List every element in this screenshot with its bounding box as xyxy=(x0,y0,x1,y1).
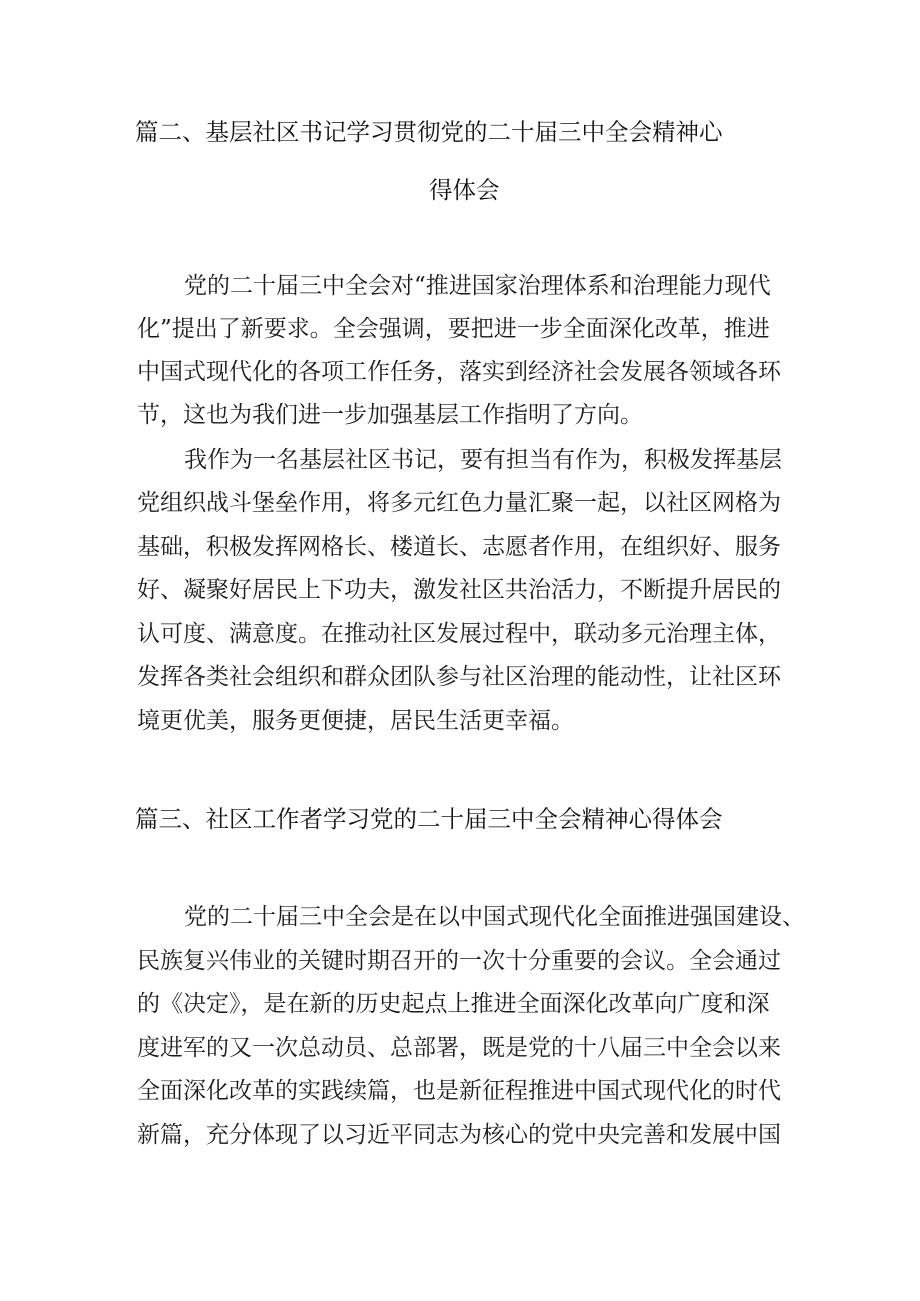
paragraph-line: 好、凝聚好居民上下功夫，激发社区共治活力，不断提升居民的 xyxy=(137,577,781,603)
paragraph-line: 基础，积极发挥网格长、楼道长、志愿者作用，在组织好、服务 xyxy=(137,534,781,560)
paragraph-line: 我作为一名基层社区书记，要有担当有作为，积极发挥基层 xyxy=(184,447,782,473)
paragraph-line: 中国式现代化的各项工作任务，落实到经济社会发展各领域各环 xyxy=(137,359,781,385)
paragraph-line: 认可度、满意度。在推动社区发展过程中，联动多元治理主体， xyxy=(137,621,781,647)
paragraph-line: 党的二十届三中全会是在以中国式现代化全面推进强国建设、 xyxy=(184,904,805,930)
paragraph-line: 民族复兴伟业的关键时期召开的一次十分重要的会议。全会通过 xyxy=(137,948,781,974)
paragraph-line: 党的二十届三中全会对“推进国家治理体系和治理能力现代 xyxy=(184,273,771,299)
paragraph-line: 化”提出了新要求。全会强调，要把进一步全面深化改革，推进 xyxy=(137,316,770,342)
section-2-title-line-1: 篇二、基层社区书记学习贯彻党的二十届三中全会精神心 xyxy=(135,118,723,146)
paragraph-line: 新篇，充分体现了以习近平同志为核心的党中央完善和发展中国 xyxy=(137,1122,781,1148)
section-3-title: 篇三、社区工作者学习党的二十届三中全会精神心得体会 xyxy=(135,805,723,833)
section-2-title-line-2: 得体会 xyxy=(429,176,500,204)
paragraph-line: 节，这也为我们进一步加强基层工作指明了方向。 xyxy=(137,402,643,428)
paragraph-line: 党组织战斗堡垒作用，将多元红色力量汇聚一起，以社区网格为 xyxy=(137,490,781,516)
paragraph-line: 的《决定》，是在新的历史起点上推进全面深化改革向广度和深 xyxy=(137,991,770,1017)
paragraph-line: 境更优美，服务更便捷，居民生活更幸福。 xyxy=(137,708,574,734)
paragraph-line: 全面深化改革的实践续篇，也是新征程推进中国式现代化的时代 xyxy=(137,1078,781,1104)
paragraph-line: 发挥各类社会组织和群众团队参与社区治理的能动性，让社区环 xyxy=(137,664,781,690)
paragraph-line: 度进军的又一次总动员、总部署，既是党的十八届三中全会以来 xyxy=(137,1035,781,1061)
